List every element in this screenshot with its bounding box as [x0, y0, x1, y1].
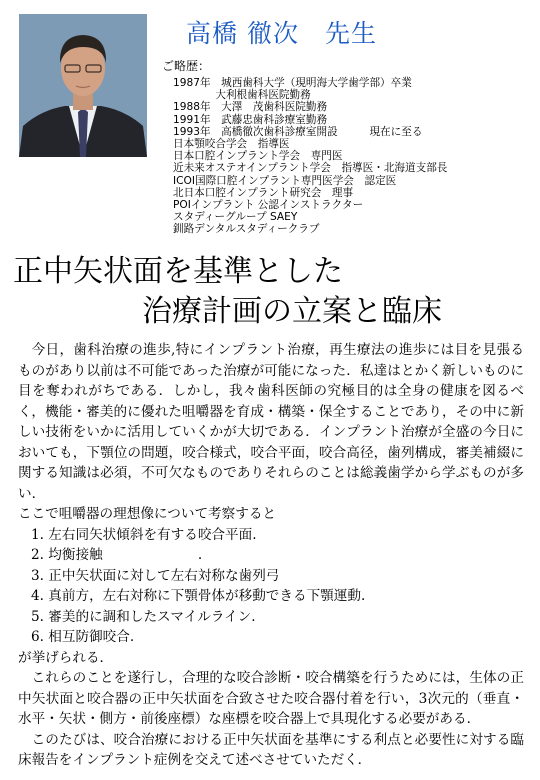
- point-item: 3. 正中矢状面に対して左右対称な歯列弓: [31, 567, 280, 584]
- title-line-1: 正中矢状面を基準とした: [13, 254, 343, 289]
- paragraph-intro: 今日，歯科治療の進歩,特にインプラント治療，再生療法の進歩には目を見張るものがあり以前は不可能であった治療が可能になった．私達はとかく新しいものに目を奪われがちである．しかし，我々歯科医師の究極目的は全身の健康を図るべく，機能・審美的に優れた咀嚼器を育成・構築・保全することであり，その中に新しい技術をいかに活用していくかが大切である．インプラント治療が全盛の今日においても，下顎位の問題，咬合様式，咬合平面，咬合高径，歯列構成，審美補綴に関する知識は必須，不可欠なものでありそれらのことは総義歯学から学ぶものが多い．: [18, 342, 524, 502]
- bio-entry: 日本顎咬合学会 指導医: [173, 138, 290, 151]
- paragraph-closing: このたびは、咬合治療における正中矢状面を基準にする利点と必要性に対する臨床報告をインプラント症例を交えて述べさせていただく．: [18, 731, 524, 768]
- bio-list: [173, 77, 447, 236]
- bio-entry: 1987年 城西歯科大学（現明海大学歯学部）卒業: [173, 77, 412, 89]
- paragraph-method: これらのことを遂行し，合理的な咬合診断・咬合構築を行うためには，生体の正中矢状面と咬合器の正中矢状面を合致させた咬合器付着を行い，3次元的（垂直・水平・矢状・側方・前後座標）な座標を咬合器上で具現化する必要がある．: [18, 670, 524, 727]
- speaker-name: 高橋 徹次 先生: [186, 19, 377, 48]
- bio-entry: 釧路デンタルスタディークラブ: [173, 223, 320, 236]
- bio-entry: 近未来オステオインプラント学会 指導医・北海道支部長: [173, 162, 448, 175]
- bio-entry: スタディーグループ SAEY: [173, 211, 298, 224]
- point-item: 4. 真前方，左右対称に下顎骨体が移動できる下顎運動.: [31, 588, 366, 604]
- bio-entry: 北日本口腔インプラント研究会 理事: [173, 186, 354, 199]
- bio-entry: 1988年 大澤 茂歯科医院勤務: [173, 101, 328, 114]
- point-item: 6. 相互防御咬合.: [31, 629, 135, 645]
- bio-entry: ICOI国際口腔インプラント専門医学会 認定医: [173, 174, 397, 187]
- bio-entry: 1993年 高橋徹次歯科診療室開設 現在に至る: [173, 125, 423, 138]
- bio-entry: 1991年 武藤忠歯科診療室勤務: [173, 113, 328, 126]
- point-item: 2. 均衡接触 .: [31, 547, 203, 563]
- bio-entry: POIインプラント 公認インストラクター: [173, 199, 364, 212]
- speaker-photo: [19, 14, 147, 157]
- lecture-title: [0, 252, 540, 332]
- points-lead: ここで咀嚼器の理想像について考察すると: [18, 506, 277, 522]
- points-conclusion: が挙げられる．: [18, 649, 114, 666]
- title-line-2: 治療計画の立案と臨床: [142, 294, 442, 329]
- ideal-points-list: [18, 525, 524, 648]
- point-item: 1. 左右同矢状傾斜を有する咬合平面.: [31, 526, 257, 543]
- point-item: 5. 審美的に調和したスマイルライン.: [31, 608, 256, 625]
- bio-entry: 日本口腔インプラント学会 専門医: [173, 150, 343, 163]
- abstract-body: [18, 340, 524, 771]
- bio-entry: 大利根歯科医院勤務: [173, 89, 311, 102]
- bio-heading: ご略歴：: [162, 59, 211, 73]
